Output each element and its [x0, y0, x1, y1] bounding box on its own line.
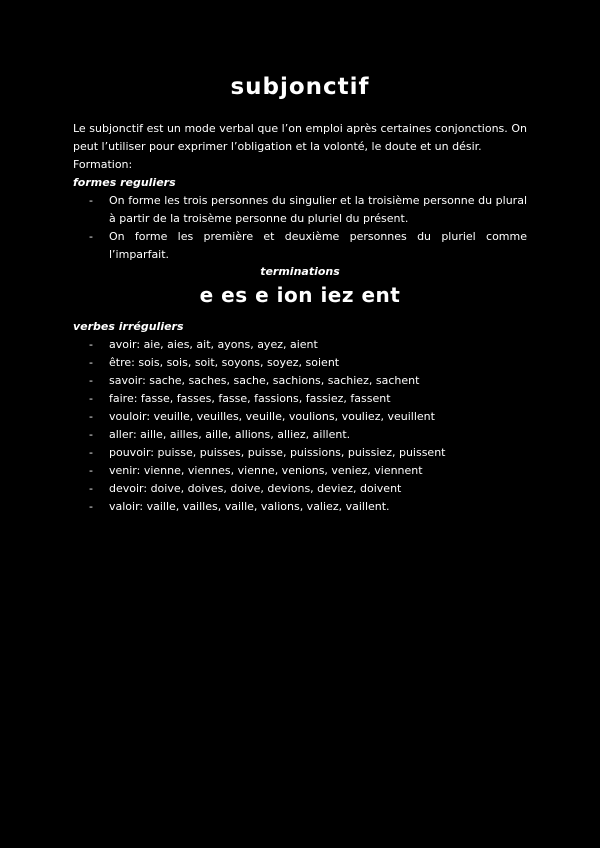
list-item-text: savoir: sache, saches, sache, sachions, sachiez, sachent: [109, 374, 420, 387]
dash-bullet: -: [89, 194, 93, 207]
terminations-endings: e es e ion iez ent: [199, 283, 401, 307]
dash-bullet: -: [89, 230, 93, 243]
list-item: [73, 408, 527, 426]
intro-paragraph: Le subjonctif est un mode verbal que l’on emploi après certaines conjonctions. On peut l’utiliser pour exprimer l’obligation et la volonté, le doute et un désir.: [73, 122, 527, 153]
dash-bullet: -: [89, 482, 93, 495]
list-item: [73, 444, 527, 462]
dash-bullet: -: [89, 410, 93, 423]
list-item-text: vouloir: veuille, veuilles, veuille, voulions, vouliez, veuillent: [109, 410, 435, 423]
dash-bullet: -: [89, 500, 93, 513]
dash-bullet: -: [89, 374, 93, 387]
list-item: [73, 372, 527, 390]
list-item-text: venir: vienne, viennes, vienne, venions, veniez, viennent: [109, 464, 423, 477]
list-item-text: valoir: vaille, vailles, vaille, valions, valiez, vaillent.: [109, 500, 390, 513]
list-item: [73, 462, 527, 480]
list-item-text: devoir: doive, doives, doive, devions, deviez, doivent: [109, 482, 402, 495]
list-item-text: On forme les trois personnes du singulier et la troisième personne du plural à partir de la troisème personne du pluriel du présent.: [109, 194, 527, 225]
dash-bullet: -: [89, 356, 93, 369]
list-item: [73, 192, 527, 228]
irregular-verbs-heading: verbes irréguliers: [73, 320, 184, 333]
terminations-label: terminations: [260, 265, 340, 278]
regular-forms-heading: formes reguliers: [73, 176, 176, 189]
list-item: [73, 498, 527, 516]
document-page: [73, 70, 527, 516]
irregular-verbs-list: [73, 336, 527, 516]
regular-forms-list: [73, 192, 527, 264]
dash-bullet: -: [89, 338, 93, 351]
dash-bullet: -: [89, 446, 93, 459]
dash-bullet: -: [89, 392, 93, 405]
list-item: [73, 390, 527, 408]
list-item: [73, 354, 527, 372]
list-item-text: faire: fasse, fasses, fasse, fassions, fassiez, fassent: [109, 392, 391, 405]
formation-label: Formation:: [73, 158, 133, 171]
list-item-text: aller: aille, ailles, aille, allions, alliez, aillent.: [109, 428, 351, 441]
page-title: subjonctif: [230, 74, 370, 100]
dash-bullet: -: [89, 464, 93, 477]
dash-bullet: -: [89, 428, 93, 441]
list-item-text: pouvoir: puisse, puisses, puisse, puissions, puissiez, puissent: [109, 446, 446, 459]
list-item: [73, 336, 527, 354]
list-item: [73, 480, 527, 498]
list-item: [73, 426, 527, 444]
list-item-text: On forme les première et deuxième personnes du pluriel comme l’imparfait.: [109, 230, 527, 261]
list-item-text: être: sois, sois, soit, soyons, soyez, soient: [109, 356, 340, 369]
list-item-text: avoir: aie, aies, ait, ayons, ayez, aient: [109, 338, 318, 351]
list-item: [73, 228, 527, 264]
